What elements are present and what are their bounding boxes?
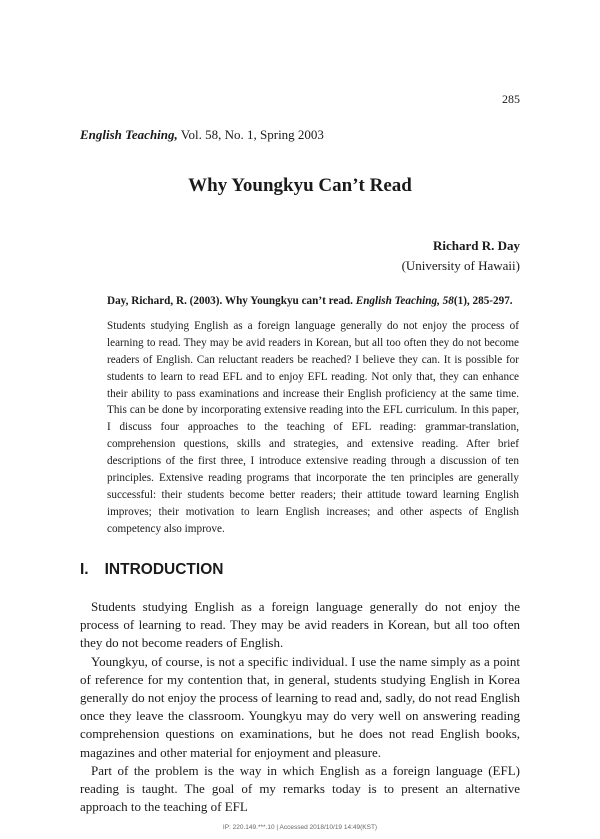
abstract-text: Students studying English as a foreign language generally do not enjoy the process of learning to read. They may be avid readers in Korean, but all too often they do not become readers of English. Can reluctant readers be reached? I believe they can. It is possible for students to learn to read EFL and to enjoy EFL reading. Not only that, they can enhance their ability to pass examinations and increase their English proficiency at the same time. This can be done by incorporating extensive reading into the EFL curriculum. In this paper, I discuss four approaches to the teaching of EFL reading: grammar-translation, comprehension questions, skills and strategies, and extensive reading. After brief descriptions of the first three, I introduce extensive reading through a discussion of ten principles. Extensive reading programs that incorporate the ten principles are generally successful: their students become better readers; their attitude toward learning English improves; their motivation to learn English increases; and other aspects of English competency also improve. — [107, 319, 519, 535]
citation-issue: (1), — [453, 295, 470, 307]
author-block — [402, 236, 520, 276]
journal-name: English Teaching, — [80, 127, 178, 142]
journal-details: Vol. 58, No. 1, Spring 2003 — [177, 127, 324, 142]
author-affiliation: (University of Hawaii) — [401, 258, 520, 273]
page-number: 285 — [502, 92, 520, 106]
citation-prefix: Day, Richard, R. (2003). Why Youngkyu can’t read. — [107, 295, 356, 307]
paragraph: Youngkyu, of course, is not a specific individual. I use the name simply as a point of reference for my contention that, in general, students studying English in Korea generally do not enjoy the process of learning to read and, sadly, do not read English once they leave the classroom. Youngkyu may do very well on answering reading comprehension questions on examinations, but he does not read English books, magazines and other material for enjoyment and pleasure. — [80, 653, 520, 760]
access-footer: IP: 220.149.***.10 | Accessed 2018/10/19 14:49(KST) — [222, 824, 378, 831]
introduction-body — [80, 598, 520, 816]
paragraph: Students studying English as a foreign language generally do not enjoy the process of learning to read. They may be avid readers in Korean, but all too often they do not become readers of English. — [80, 599, 520, 651]
section-number: I. — [80, 561, 89, 578]
abstract-block — [107, 293, 519, 538]
author-name: Richard R. Day — [432, 238, 520, 253]
journal-reference — [80, 127, 324, 143]
citation-journal: English Teaching, 58 — [355, 295, 454, 307]
paper-title: Why Youngkyu Can’t Read — [188, 175, 412, 196]
paragraph: Part of the problem is the way in which English as a foreign language (EFL) reading is taught. The goal of my remarks today is to present an alternative approach to the teaching of EFL — [80, 762, 520, 815]
section-title: INTRODUCTION — [104, 561, 224, 578]
citation-pages: 285-297. — [469, 295, 513, 307]
section-heading — [80, 561, 223, 579]
citation — [107, 293, 519, 310]
